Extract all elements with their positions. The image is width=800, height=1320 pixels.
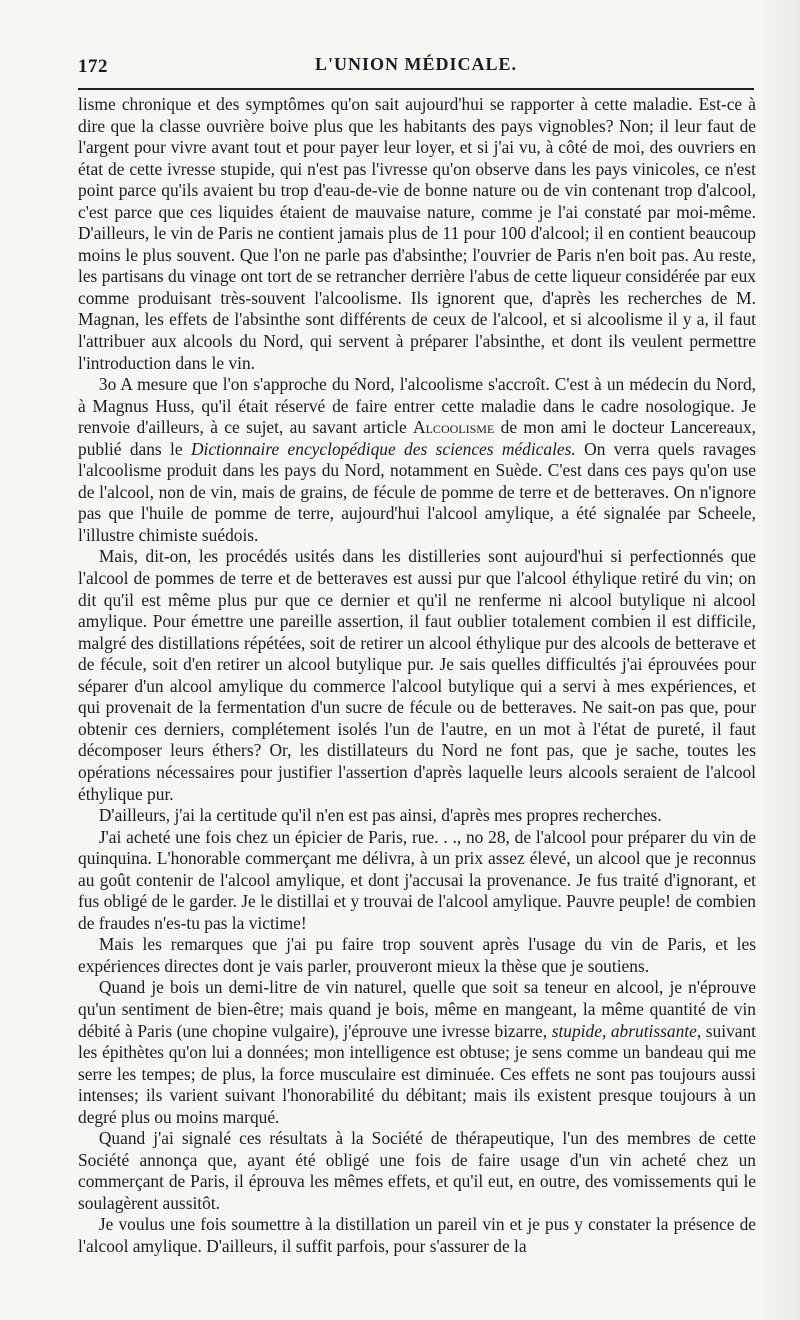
paragraph: Quand j'ai signalé ces résultats à la Société de thérapeutique, l'un des membres de cette Société annonça que, ayant été obligé une fois de faire usage d'un vin acheté chez un commerçant de Paris, il éprouva les mêmes effets, et qu'il eut, en outre, des vomissements qui le soulagèrent aussitôt. <box>78 1128 756 1213</box>
header-rule <box>78 88 754 90</box>
paragraph: Mais les remarques que j'ai pu faire trop souvent après l'usage du vin de Paris, et les expériences directes dont je vais parler, prouveront mieux la thèse que je soutiens. <box>78 934 756 976</box>
small-caps-term: Alcoolisme <box>413 417 495 438</box>
page-number: 172 <box>78 56 108 77</box>
italic-term: stupide <box>551 1020 602 1041</box>
page-edge-shadow <box>760 0 800 1320</box>
paragraph: D'ailleurs, j'ai la certitude qu'il n'en est pas ainsi, d'après mes propres recherches. <box>98 805 662 826</box>
paragraph: J'ai acheté une fois chez un épicier de Paris, rue. . ., no 28, de l'alcool pour préparer du vin de quinquina. L'honorable commerçant me délivra, à un prix assez élevé, un alcool que je reconnus au goût contenir de l'alcool amylique, et dont j'accusai la provenance. Je fus traité d'ignorant, et fus obligé de le garder. Je le distillai et y trouvai de l'alcool amylique. Pauvre peuple! de combien de fraudes n'es-tu pas la victime! <box>78 826 756 933</box>
paragraph: Mais, dit-on, les procédés usités dans les distilleries sont aujourd'hui si perfectionnés que l'alcool de pommes de terre et de betteraves est aussi pur que l'alcool éthylique retiré du vin; on dit qu'il est même plus pur que ce dernier et qu'il ne renferme ni alcool butylique ni alcool amylique. Pour émettre une pareille assertion, il faut oublier totalement combien il est difficile, malgré des distillations répétées, soit de retirer un alcool éthylique pur des alcools de betterave et de fécule, soit d'en retirer un alcool butylique pur. Je sais quelles difficultés j'ai éprouvées pour séparer d'un alcool amylique du commerce l'alcool butylique qui a servi à mes expériences, et qui provenait de la fermentation d'un sucre de fécule ou de betteraves. Ne sait-on pas que, pour obtenir ces derniers, complétement isolés l'un de l'autre, en un mot à l'état de pureté, il faut décomposer leurs éthers? Or, les distillateurs du Nord ne font pas, que je sache, toutes les opérations nécessaires pour justifier l'assertion d'après laquelle leurs alcools seraient de l'alcool éthylique pur. <box>78 546 756 804</box>
text-run: On verra quels ravages l'alcoolisme produit dans les pays du Nord, notamment en Suède. C'est dans ces pays qu'on use de l'alcool, non de vin, mais de grains, de fécule de pomme de terre et de betteraves. On n'ignore pas que l'huile de pomme de terre, aujourd'hui l'alcool amylique, a été signalée par Scheele, l'illustre chimiste suédois. <box>78 438 756 545</box>
italic-title: Dictionnaire encyclopédique des sciences médicales. <box>190 438 576 459</box>
italic-term: abrutissante <box>610 1020 697 1041</box>
text-run: , <box>601 1020 611 1041</box>
running-title: L'UNION MÉDICALE. <box>314 54 518 74</box>
page-header <box>78 50 754 78</box>
text-run: 3o A mesure que l'on s'approche du Nord, l'alcoolisme s'accroît. C'est à un médecin du Nord, à Magnus Huss, qu'il était réservé de faire entrer cette maladie dans le cadre nosologique. Je renvoie d'ailleurs, à ce sujet, au savant article <box>78 374 756 438</box>
text-run: de mon ami le docteur Lancereaux, publié dans le <box>78 417 756 459</box>
text-run: , suivant les épithètes qu'on lui a données; mon intelligence est obtuse; je sens comme un bandeau qui me serre les tempes; de plus, la force musculaire est diminuée. Ces effets ne sont pas toujours aussi intenses; ils varient suivant l'honorabilité du débitant; mais ils existent presque toujours à un degré plus ou moins marqué. <box>78 1020 757 1127</box>
article-body <box>78 94 756 1258</box>
paragraph <box>78 374 756 546</box>
text-run: Quand je bois un demi-litre de vin naturel, quelle que soit sa teneur en alcool, je n'éprouve qu'un sentiment de bien-être; mais quand je bois, même en mangeant, la même quantité de vin débité à Paris (une chopine vulgaire), j'éprouve une ivresse bizarre, <box>78 977 756 1041</box>
paragraph: lisme chronique et des symptômes qu'on sait aujourd'hui se rapporter à cette maladie. Est-ce à dire que la classe ouvrière boive plus que les habitants des pays vignobles? Non; il leur faut de l'argent pour vivre avant tout et pour payer leur loyer, et si j'ai vu, à côté de moi, des ouvriers en état de cette ivresse stupide, qui n'est pas l'ivresse qu'on observe dans les pays vinicoles, ce n'est point parce qu'ils avaient bu trop d'eau-de-vie de bonne nature ou de vin contenant trop d'alcool, c'est parce que ces liquides étaient de mauvaise nature, comme je l'ai constaté par moi-même. D'ailleurs, le vin de Paris ne contient jamais plus de 11 pour 100 d'alcool; il en contient beaucoup moins le plus souvent. Que l'on ne parle pas d'absinthe; l'ouvrier de Paris n'en boit pas. Au reste, les partisans du vinage ont tort de se retrancher derrière l'abus de cette liqueur considérée par eux comme produisant très-souvent l'alcoolisme. Ils ignorent que, d'après les recherches de M. Magnan, les effets de l'absinthe sont différents de ceux de l'alcool, et si alcoolisme il y a, il faut l'attribuer aux alcools du Nord, qui servent à préparer l'absinthe, et dont ils veulent permettre l'introduction dans le vin. <box>78 94 756 373</box>
paragraph <box>78 977 756 1128</box>
paragraph: Je voulus une fois soumettre à la distillation un pareil vin et je pus y constater la présence de l'alcool amylique. D'ailleurs, il suffit parfois, pour s'assurer de la <box>78 1214 756 1256</box>
